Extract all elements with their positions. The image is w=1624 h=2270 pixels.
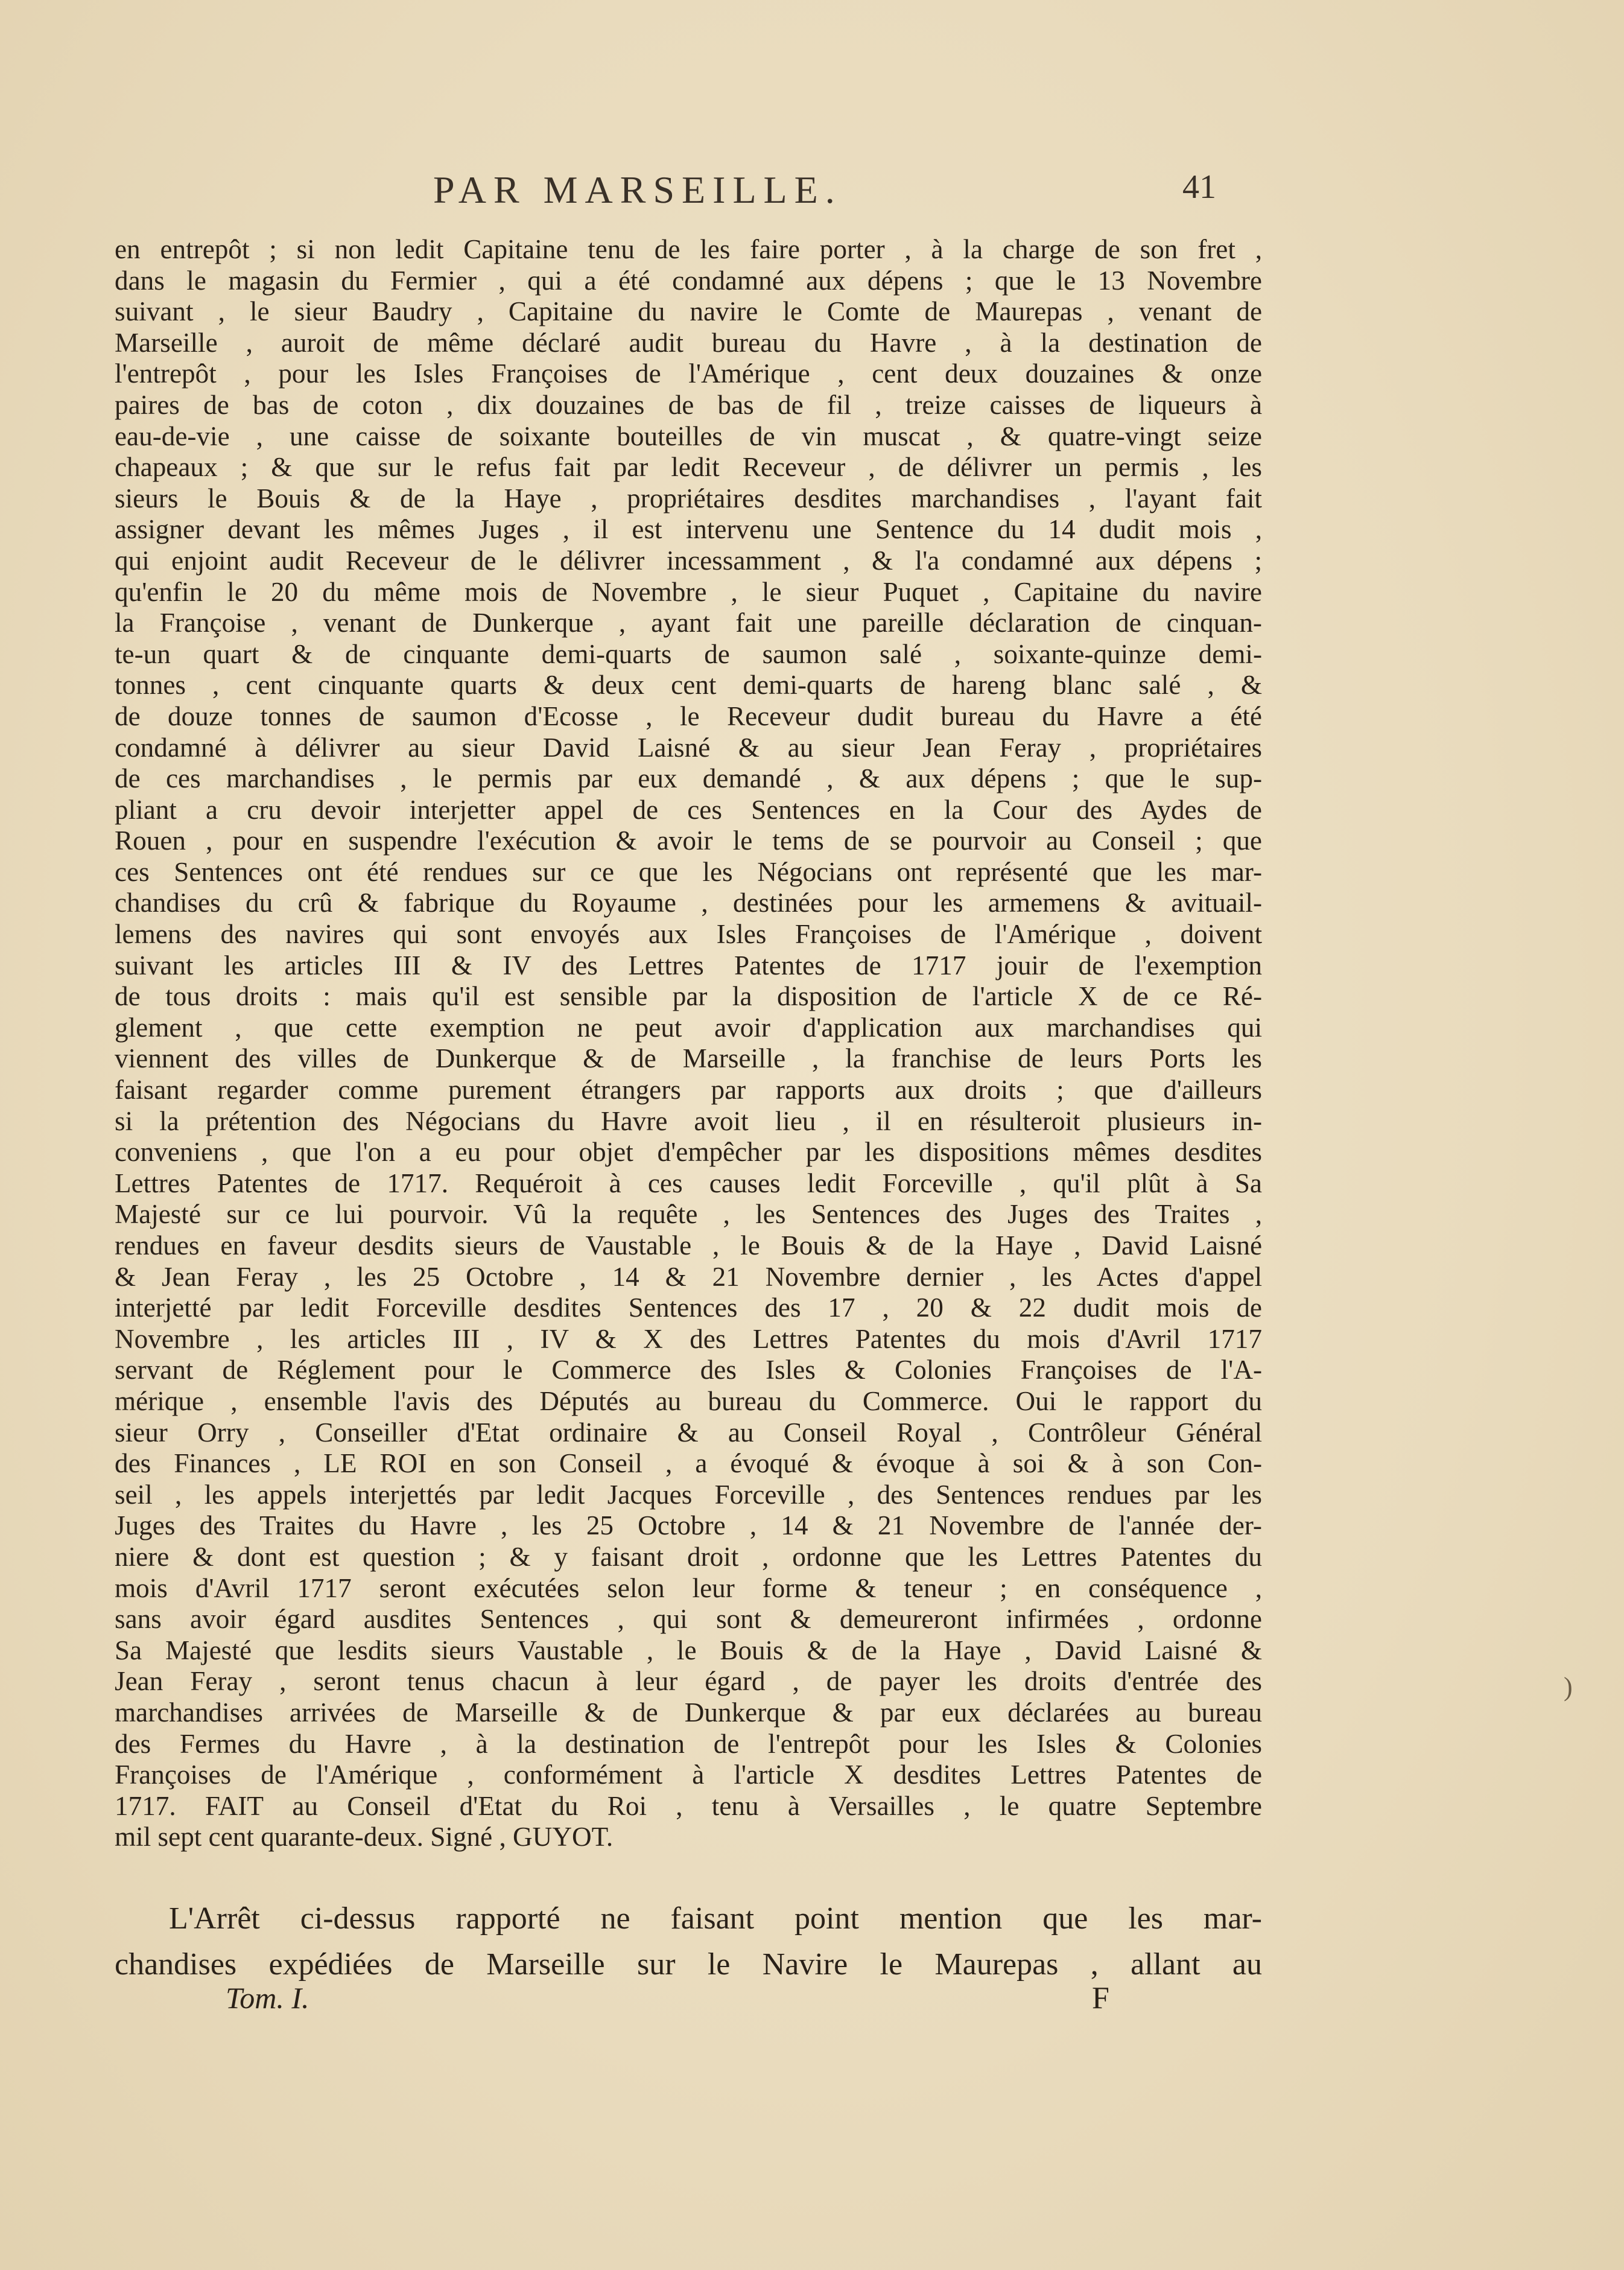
text-line: te-un quart & de cinquante demi-quarts de saumon salé , soixante-quinze demi- xyxy=(115,638,1262,669)
text-line: de tous droits : mais qu'il est sensible par la disposition de l'article X de ce Ré- xyxy=(115,981,1262,1012)
text-line: marchandises arrivées de Marseille & de Dunkerque & par eux déclarées au bureau xyxy=(115,1697,1262,1728)
text-line: suivant les articles III & IV des Lettres Patentes de 1717 jouir de l'exemption xyxy=(115,950,1262,981)
text-line: Juges des Traites du Havre , les 25 Octobre , 14 & 21 Novembre de l'année der- xyxy=(115,1510,1262,1541)
text-line: chapeaux ; & que sur le refus fait par ledit Receveur , de délivrer un permis , les xyxy=(115,452,1262,483)
text-line: des Finances , LE ROI en son Conseil , a évoqué & évoque à soi & à son Con- xyxy=(115,1448,1262,1479)
page-footer xyxy=(115,1980,1262,2017)
text-line: des Fermes du Havre , à la destination de l'entrepôt pour les Isles & Colonies xyxy=(115,1728,1262,1759)
signature-letter: F xyxy=(1092,1981,1109,2015)
text-line: seil , les appels interjettés par ledit Jacques Forceville , des Sentences rendues par les xyxy=(115,1479,1262,1510)
text-line: & Jean Feray , les 25 Octobre , 14 & 21 Novembre dernier , les Actes d'appel xyxy=(115,1261,1262,1292)
text-line: Françoises de l'Amérique , conformément à l'article X desdites Lettres Patentes de xyxy=(115,1760,1262,1790)
text-line: Rouen , pour en suspendre l'exécution & avoir le tems de se pourvoir au Conseil ; que xyxy=(115,825,1262,856)
text-line: servant de Réglement pour le Commerce des Isles & Colonies Françoises de l'A- xyxy=(115,1355,1262,1385)
text-line: chandises expédiées de Marseille sur le Navire le Maurepas , allant au xyxy=(115,1947,1262,1982)
text-line: sans avoir égard ausdites Sentences , qui sont & demeureront infirmées , ordonne xyxy=(115,1604,1262,1635)
text-line: viennent des villes de Dunkerque & de Marseille , la franchise de leurs Ports les xyxy=(115,1043,1262,1074)
text-line: niere & dont est question ; & y faisant droit , ordonne que les Lettres Patentes du xyxy=(115,1541,1262,1572)
second-paragraph xyxy=(115,1896,1262,1988)
text-line: la Françoise , venant de Dunkerque , ayant fait une pareille déclaration de cinquan- xyxy=(115,608,1262,638)
page-header xyxy=(115,168,1321,216)
page-number: 41 xyxy=(1182,168,1216,206)
text-line: rendues en faveur desdits sieurs de Vaustable , le Bouis & de la Haye , David Laisné xyxy=(115,1230,1262,1261)
text-line: Lettres Patentes de 1717. Requéroit à ces causes ledit Forceville , qu'il plût à Sa xyxy=(115,1168,1262,1198)
text-line: assigner devant les mêmes Juges , il est intervenu une Sentence du 14 dudit mois , xyxy=(115,514,1262,545)
text-line: dans le magasin du Fermier , qui a été condamné aux dépens ; que le 13 Novembre xyxy=(115,265,1262,296)
text-line: sieurs le Bouis & de la Haye , propriétaires desdites marchandises , l'ayant fait xyxy=(115,483,1262,513)
text-line: ces Sentences ont été rendues sur ce que les Négocians ont représenté que les mar- xyxy=(115,856,1262,887)
text-line: Marseille , auroit de même déclaré audit bureau du Havre , à la destination de xyxy=(115,327,1262,358)
text-line: Sa Majesté que lesdits sieurs Vaustable , le Bouis & de la Haye , David Laisné & xyxy=(115,1635,1262,1665)
text-line: faisant regarder comme purement étrangers par rapports aux droits ; que d'ailleurs xyxy=(115,1075,1262,1105)
text-line: sieur Orry , Conseiller d'Etat ordinaire & au Conseil Royal , Contrôleur Général xyxy=(115,1417,1262,1448)
text-line: de douze tonnes de saumon d'Ecosse , le Receveur dudit bureau du Havre a été xyxy=(115,701,1262,731)
text-line: conveniens , que l'on a eu pour objet d'empêcher par les dispositions mêmes desdites xyxy=(115,1137,1262,1168)
text-line: paires de bas de coton , dix douzaines de bas de fil , treize caisses de liqueurs à xyxy=(115,389,1262,420)
main-paragraph xyxy=(115,234,1262,1853)
text-line: si la prétention des Négocians du Havre avoit lieu , il en résulteroit plusieurs in- xyxy=(115,1105,1262,1136)
text-line: glement , que cette exemption ne peut avoir d'application aux marchandises qui xyxy=(115,1012,1262,1043)
text-line: qu'enfin le 20 du même mois de Novembre , le sieur Puquet , Capitaine du navire xyxy=(115,576,1262,607)
text-line: Majesté sur ce lui pourvoir. Vû la requête , les Sentences des Juges des Traites , xyxy=(115,1199,1262,1230)
text-line: lemens des navires qui sont envoyés aux Isles Françoises de l'Amérique , doivent xyxy=(115,919,1262,950)
text-line: en entrepôt ; si non ledit Capitaine tenu de les faire porter , à la charge de son fret , xyxy=(115,234,1262,264)
text-line: chandises du crû & fabrique du Royaume , destinées pour les armemens & avituail- xyxy=(115,888,1262,918)
text-line: condamné à délivrer au sieur David Laisné & au sieur Jean Feray , propriétaires xyxy=(115,732,1262,763)
text-line: l'entrepôt , pour les Isles Françoises de l'Amérique , cent deux douzaines & onze xyxy=(115,358,1262,389)
text-line: L'Arrêt ci-dessus rapporté ne faisant point mention que les mar- xyxy=(169,1901,1262,1936)
text-line: eau-de-vie , une caisse de soixante bouteilles de vin muscat , & quatre-vingt seize xyxy=(115,421,1262,451)
margin-mark: ) xyxy=(1564,1672,1573,1702)
text-line: tonnes , cent cinquante quarts & deux cent demi-quarts de hareng blanc salé , & xyxy=(115,670,1262,701)
text-line: 1717. FAIT au Conseil d'Etat du Roi , tenu à Versailles , le quatre Septembre xyxy=(115,1790,1262,1821)
text-line: mil sept cent quarante-deux. Signé , GUYOT. xyxy=(115,1822,614,1852)
text-line: suivant , le sieur Baudry , Capitaine du navire le Comte de Maurepas , venant de xyxy=(115,296,1262,327)
text-line: mois d'Avril 1717 seront exécutées selon leur forme & teneur ; en conséquence , xyxy=(115,1572,1262,1603)
volume-label: Tom. I. xyxy=(226,1981,309,2015)
text-line: Jean Feray , seront tenus chacun à leur égard , de payer les droits d'entrée des xyxy=(115,1666,1262,1697)
running-title: PAR MARSEILLE. xyxy=(433,168,842,211)
text-line: Novembre , les articles III , IV & X des Lettres Patentes du mois d'Avril 1717 xyxy=(115,1323,1262,1354)
text-line: pliant a cru devoir interjetter appel de ces Sentences en la Cour des Aydes de xyxy=(115,794,1262,825)
text-line: qui enjoint audit Receveur de le délivrer incessamment , & l'a condamné aux dépens ; xyxy=(115,545,1262,576)
text-line: mérique , ensemble l'avis des Députés au bureau du Commerce. Oui le rapport du xyxy=(115,1385,1262,1416)
text-line: de ces marchandises , le permis par eux demandé , & aux dépens ; que le sup- xyxy=(115,763,1262,794)
text-line: interjetté par ledit Forceville desdites Sentences des 17 , 20 & 22 dudit mois de xyxy=(115,1292,1262,1323)
